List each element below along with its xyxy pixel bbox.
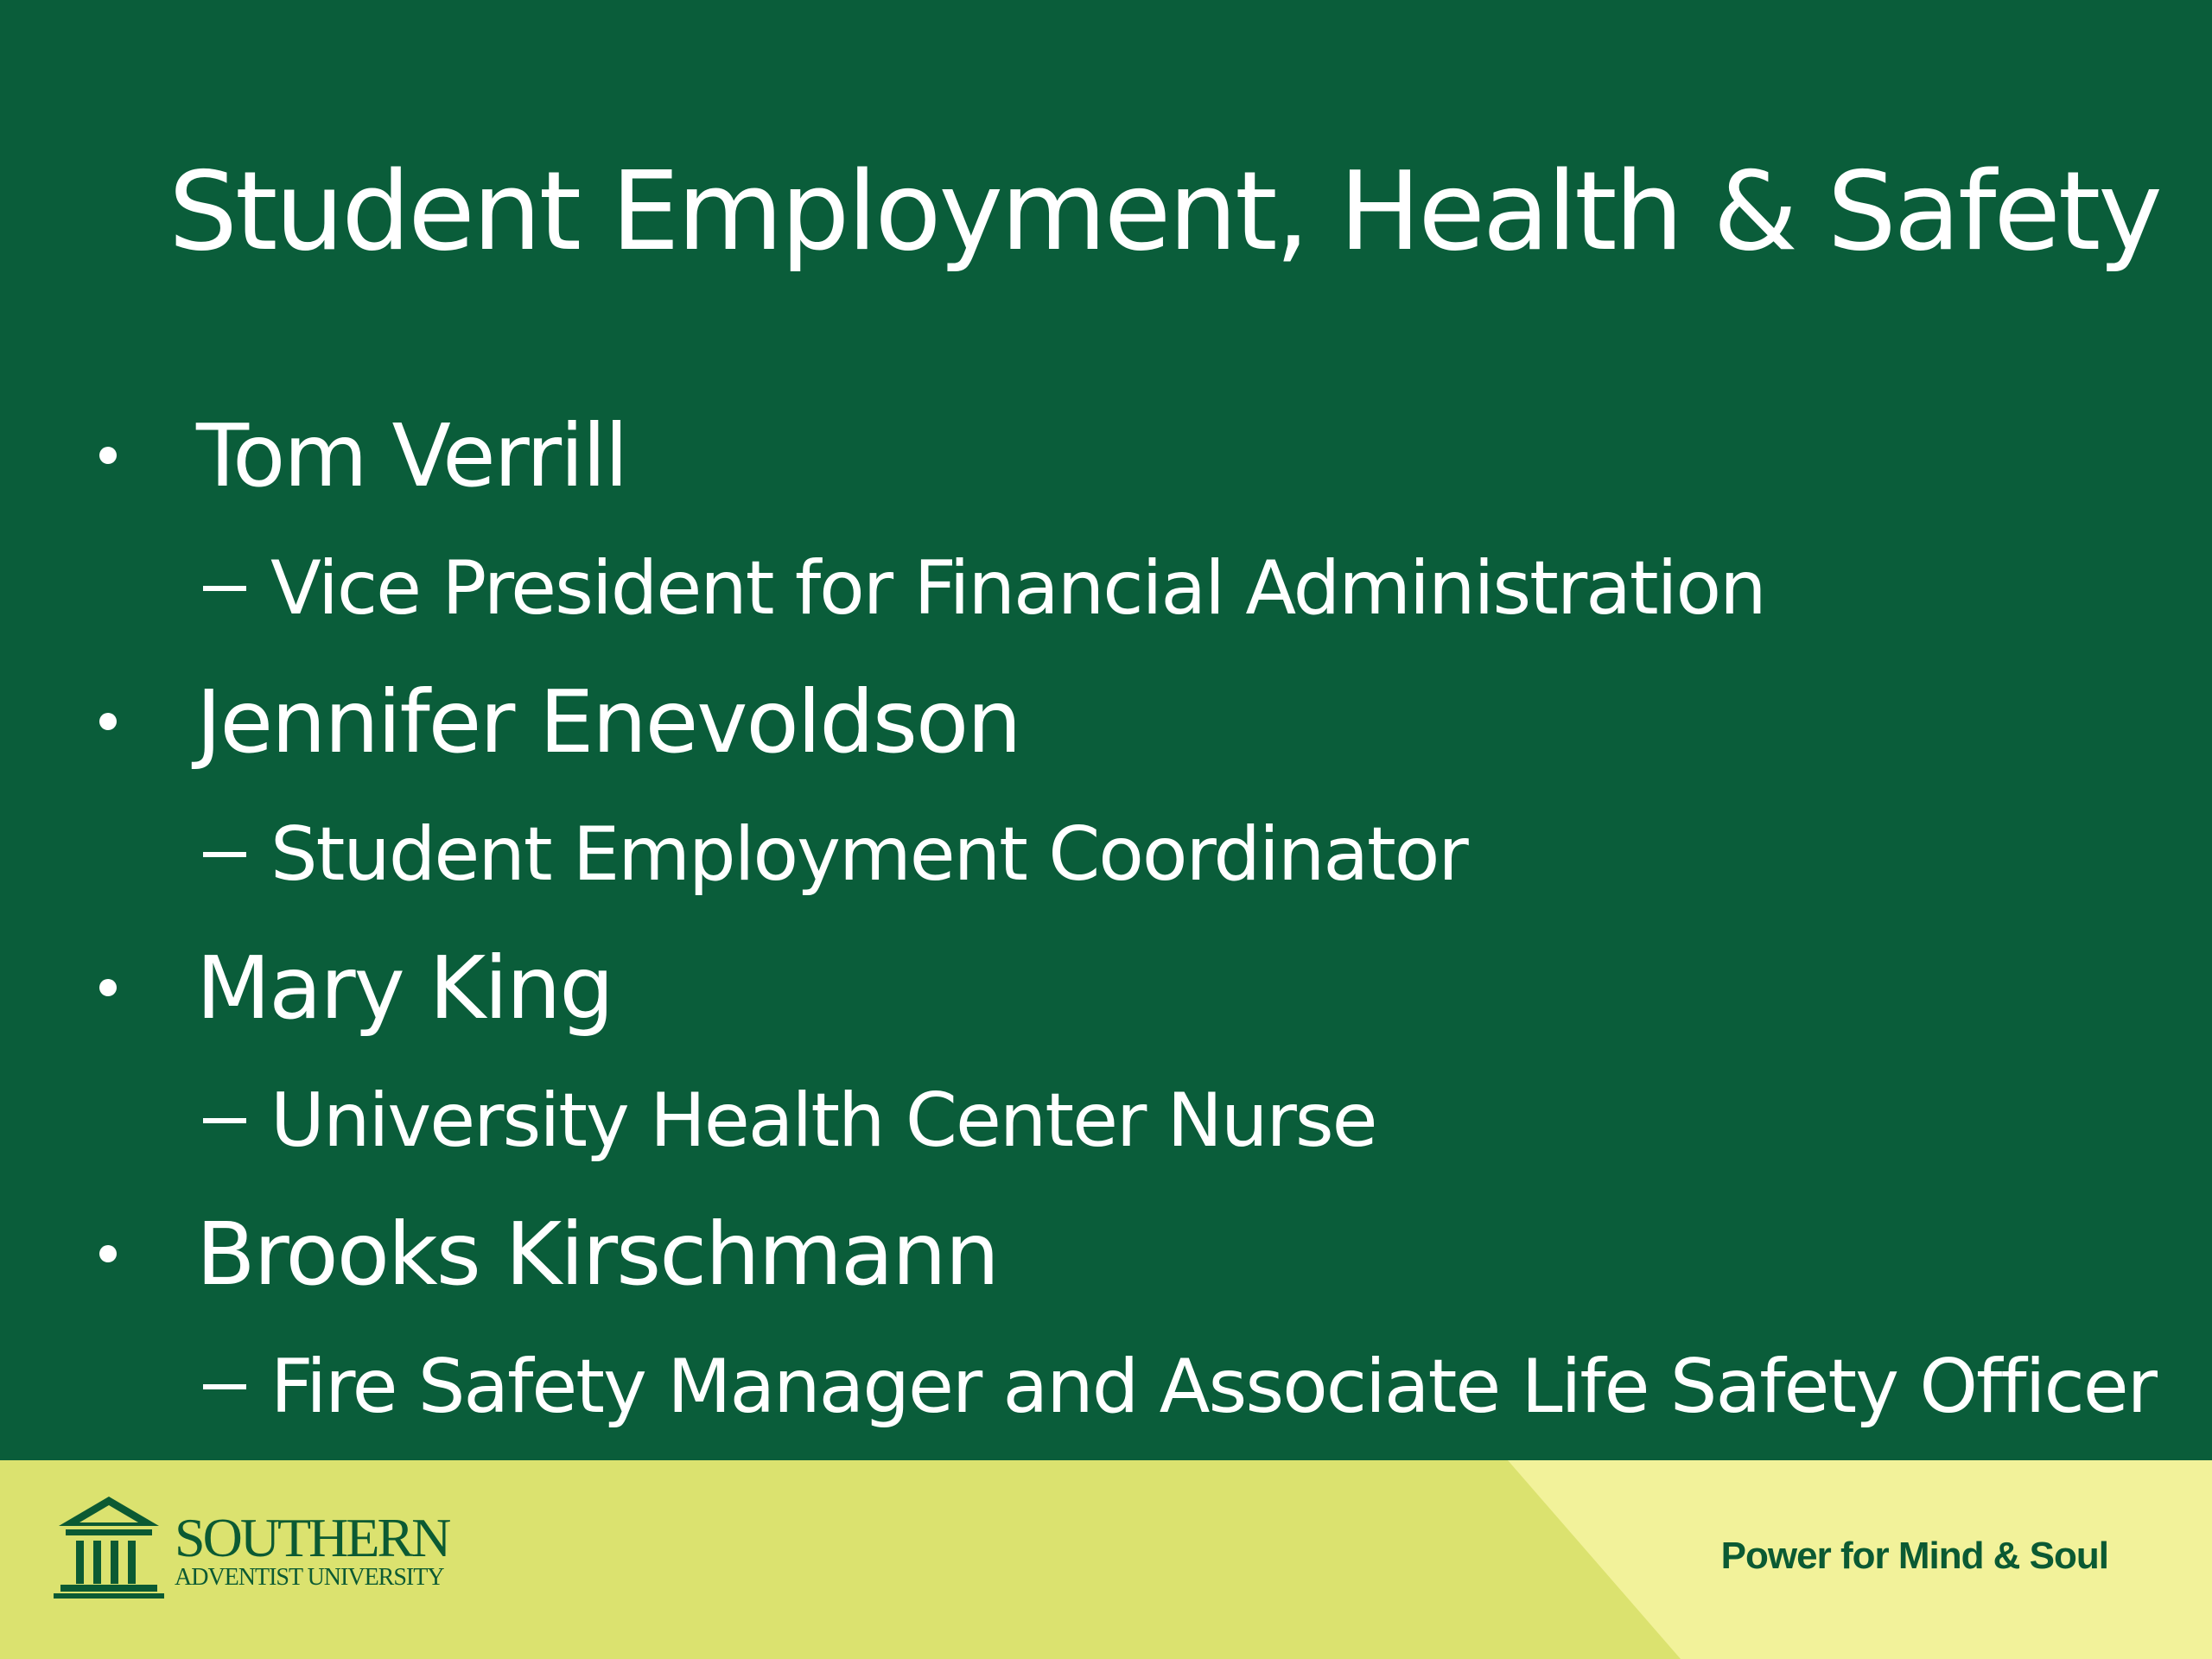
slide-title: Student Employment, Health & Safety [168,148,2160,275]
person-item [95,655,2169,921]
person-role: Vice President for Financial Administration [270,545,1765,632]
people-list [95,389,2169,1453]
person-item [95,1187,2169,1453]
person-item [95,389,2169,655]
building-columns-icon [54,1493,164,1600]
person-name: Brooks Kirschmann [196,1203,999,1305]
university-logo [54,1493,448,1600]
bullet-icon [99,713,117,730]
dash-icon [203,1118,246,1123]
logo-name: SOUTHERN [175,1507,449,1568]
person-item [95,921,2169,1187]
bullet-icon [99,979,117,996]
person-role: Student Employment Coordinator [270,811,1467,898]
dash-icon [203,852,246,857]
person-name: Jennifer Enevoldson [196,671,1020,772]
logo-subtitle: ADVENTIST UNIVERSITY [175,1564,444,1591]
bullet-icon [99,447,117,464]
person-name: Tom Verrill [196,404,627,506]
bullet-icon [99,1245,117,1262]
person-name: Mary King [196,937,613,1039]
dash-icon [203,586,246,591]
dash-icon [203,1384,246,1389]
person-role: Fire Safety Manager and Associate Life Safety Officer [270,1344,2157,1430]
footer-band [0,1460,2212,1659]
tagline: Power for Mind & Soul [1720,1535,2108,1577]
person-role: University Health Center Nurse [270,1077,1376,1164]
